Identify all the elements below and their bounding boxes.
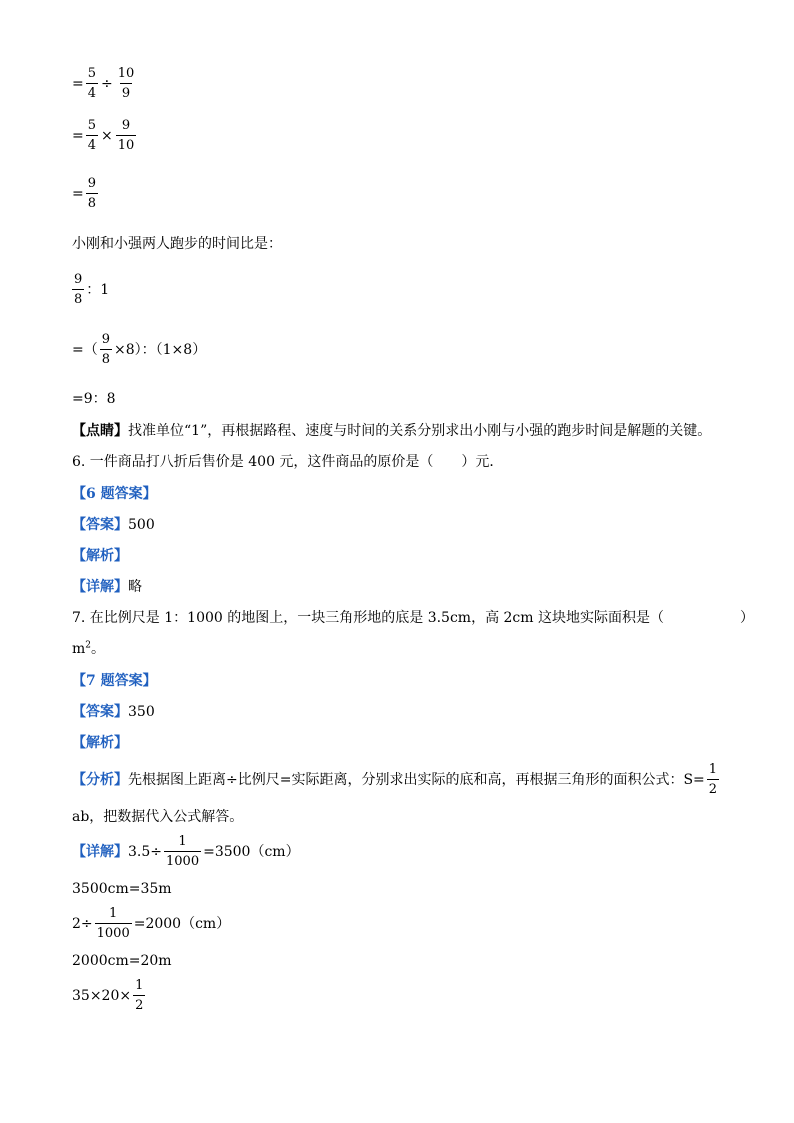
fraction: $\frac{1}{1000}$ — [96, 906, 130, 941]
equals-sign: = — [72, 185, 84, 202]
q7-detail-2: 3500cm=35m — [72, 881, 172, 897]
fraction: $\frac{5}{4}$ — [87, 66, 97, 101]
q7-answer — [72, 703, 155, 721]
fraction: $\frac{10}{9}$ — [117, 66, 135, 101]
q7-analysis-line2: ab，把数据代入公式解答。 — [72, 809, 244, 825]
q7-analysis — [72, 762, 721, 797]
q7-detail-4: 2000cm=20m — [72, 953, 172, 969]
q6-answer-header: 【6 题答案】 — [72, 486, 157, 502]
answer-label: 【答案】 — [72, 704, 128, 720]
tip-line — [72, 422, 711, 440]
expr-suffix: ×8）：（1×8） — [114, 341, 207, 358]
calc-line-2 — [72, 118, 138, 153]
unit-superscript: 2 — [85, 640, 92, 651]
ratio-line-3: =9：8 — [72, 391, 116, 407]
ratio-rest: ：1 — [86, 281, 110, 298]
expr-prefix: 35×20× — [72, 987, 132, 1004]
equals-sign: = — [72, 75, 84, 92]
answer-value: 350 — [128, 704, 155, 720]
ratio-line-2 — [72, 332, 206, 367]
q7-detail-1 — [72, 834, 300, 869]
expr-suffix: =3500（cm） — [203, 843, 300, 860]
analysis-text: 先根据图上距离÷比例尺=实际距离，分别求出实际的底和高，再根据三角形的面积公式：S= — [128, 771, 705, 788]
detail-text: 略 — [128, 579, 142, 595]
calc-line-1 — [72, 66, 138, 101]
answer-value: 500 — [128, 517, 155, 533]
operator: ÷ — [101, 75, 113, 92]
fraction: $\frac{5}{4}$ — [87, 118, 97, 153]
q7-detail-3 — [72, 906, 230, 941]
tip-text: 找准单位“1”，再根据路程、速度与时间的关系分别求出小刚与小强的跑步时间是解题的关键。 — [128, 423, 712, 439]
fraction: $\frac{9}{8}$ — [101, 332, 111, 367]
q7-question — [72, 609, 754, 627]
ratio-intro: 小刚和小强两人跑步的时间比是： — [72, 236, 282, 252]
expr-prefix: =（ — [72, 341, 98, 358]
q7-question-close: ） — [740, 610, 754, 626]
q6-analysis-label: 【解析】 — [72, 548, 128, 564]
unit-text: m — [72, 641, 86, 657]
calc-line-3 — [72, 176, 100, 211]
fraction: $\frac{1}{2}$ — [708, 762, 718, 797]
fraction: $\frac{1}{1000}$ — [166, 834, 200, 869]
q7-answer-header: 【7 题答案】 — [72, 673, 157, 689]
operator: × — [101, 127, 113, 144]
fraction: $\frac{9}{8}$ — [74, 272, 83, 307]
tip-label: 【点睛】 — [72, 423, 128, 439]
expr-suffix: =2000（cm） — [133, 915, 231, 932]
q7-question-line2 — [72, 640, 105, 658]
q6-answer — [72, 516, 155, 534]
q6-question: 6. 一件商品打八折后售价是 400 元，这件商品的原价是（ ）元． — [72, 454, 504, 470]
analysis-sub-label: 【分析】 — [72, 771, 128, 788]
fraction: $\frac{1}{2}$ — [135, 978, 144, 1013]
answer-label: 【答案】 — [72, 517, 128, 533]
q7-analysis-label: 【解析】 — [72, 735, 128, 751]
detail-label: 【详解】 — [72, 579, 128, 595]
expr-prefix: 2÷ — [72, 915, 93, 932]
q6-detail — [72, 578, 142, 596]
q7-detail-5 — [72, 978, 147, 1013]
fraction: $\frac{9}{10}$ — [117, 118, 135, 153]
equals-sign: = — [72, 127, 84, 144]
ratio-line-1 — [72, 272, 109, 307]
detail-label: 【详解】 — [72, 843, 128, 860]
punctuation: 。 — [91, 641, 106, 657]
expr-prefix: 3.5÷ — [128, 843, 162, 860]
q7-question-text: 7. 在比例尺是 1：1000 的地图上，一块三角形地的底是 3.5cm，高 2cm 这块地实际面积是（ — [72, 610, 664, 626]
fraction: $\frac{9}{8}$ — [87, 176, 97, 211]
